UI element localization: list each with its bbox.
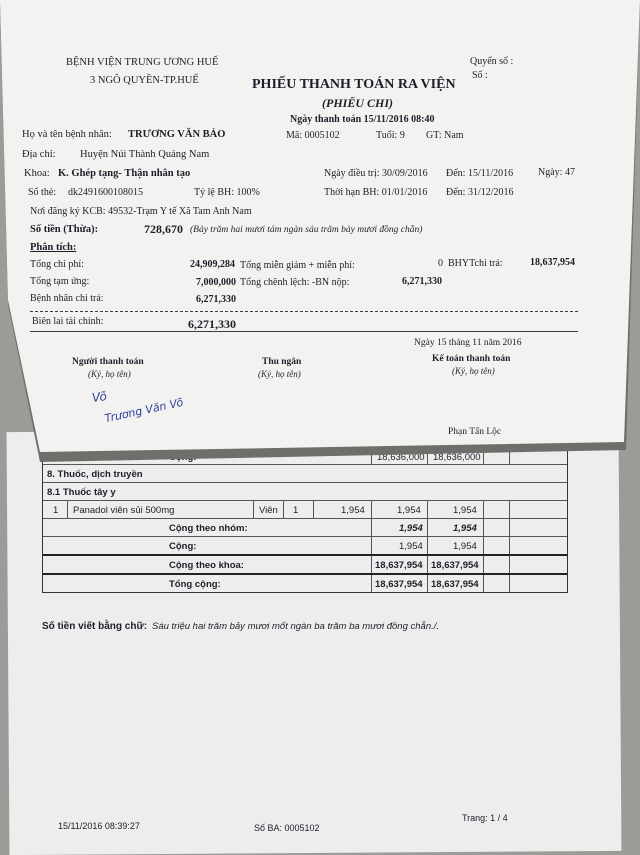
table-row (43, 556, 567, 575)
bhyt-value: 18,637,954 (530, 257, 575, 268)
group-value: 1,954 (453, 523, 477, 534)
discount-value: 0 (438, 258, 443, 269)
sign-date: Ngày 15 tháng 11 năm 2016 (414, 338, 522, 348)
card-label: Số thẻ: (28, 187, 57, 198)
payment-date: Ngày thanh toán 15/11/2016 08:40 (290, 114, 435, 125)
grand-total-value: 18,637,954 (431, 579, 479, 590)
amount-label: Số tiền (Thừa): (30, 224, 99, 235)
section-title: 8. Thuốc, dịch truyền (47, 469, 143, 480)
accountant-note: (Ký, họ tên) (452, 366, 495, 376)
grand-total-label: Tổng cộng: (169, 579, 221, 590)
table-row (43, 537, 567, 556)
table-row (43, 465, 567, 483)
patient-age: Tuổi: 9 (376, 130, 405, 141)
patient-label: Họ và tên bệnh nhân: (22, 129, 112, 140)
row-value: 18,636,000 (433, 452, 481, 463)
advance-value: 7,000,000 (196, 277, 236, 288)
insurance-to: Đến: 31/12/2016 (446, 187, 514, 198)
kcb-registration: Nơi đăng ký KCB: 49532-Trạm Y tế Xã Tam Anh Nam (30, 206, 252, 217)
page-number: Trang: 1 / 4 (462, 813, 508, 823)
item-total: 1,954 (397, 505, 421, 516)
item-qty: 1 (293, 505, 299, 516)
address: Huyện Núi Thành Quảng Nam (80, 149, 210, 160)
total-cost-label: Tổng chi phí: (30, 259, 84, 270)
item-bh: 1,954 (453, 505, 477, 516)
item-no: 1 (53, 505, 59, 516)
item-price: 1,954 (341, 505, 365, 516)
total-cost: 24,909,284 (190, 259, 235, 270)
payer-title: Người thanh toán (72, 357, 144, 367)
cashier-note: (Ký, họ tên) (258, 369, 301, 379)
insurance-period: Thời hạn BH: 01/01/2016 (324, 187, 428, 198)
subsection-title: 8.1 Thuốc tây y (47, 487, 116, 498)
patient-pay-value: 6,271,330 (196, 294, 236, 305)
amount-in-words: (Bảy trăm hai mươi tám ngàn sáu trăm bảy mươi đồng chẵn) (190, 225, 423, 235)
patient-code: Mã: 0005102 (286, 130, 340, 141)
book-number-label: Quyển số : (470, 56, 514, 67)
sum-label: Cộng: (169, 541, 197, 552)
department: K. Ghép tạng- Thận nhân tạo (58, 168, 191, 179)
print-datetime: 15/11/2016 08:39:27 (58, 821, 140, 831)
grand-total-value: 18,637,954 (375, 579, 423, 590)
number-label: Số : (472, 70, 488, 81)
amount-words-label: Số tiền viết bằng chữ: (42, 621, 148, 632)
table-row (43, 501, 567, 519)
department-label: Khoa: (24, 168, 50, 179)
analysis-label: Phân tích: (30, 242, 77, 253)
dept-total-label: Cộng theo khoa: (169, 560, 244, 571)
accountant-name: Phạn Tấn Lộc (448, 427, 502, 437)
dept-total-value: 18,637,954 (375, 560, 423, 571)
invoice-label: Biên lai tài chính: (32, 316, 104, 327)
sum-value: 1,954 (453, 541, 477, 552)
row-value: 18,636,000 (377, 452, 425, 463)
item-name: Panadol viên sủi 500mg (73, 505, 175, 516)
signature-short: Võ (91, 389, 108, 405)
table-row (43, 519, 567, 537)
advance-label: Tổng tạm ứng: (30, 276, 90, 287)
hospital-address: 3 NGÔ QUYỀN-TP.HUẾ (90, 75, 199, 86)
payer-note: (Ký, họ tên) (88, 369, 131, 379)
ba-number: Số BA: 0005102 (254, 823, 320, 833)
divider (30, 331, 578, 332)
item-unit: Viên (259, 505, 278, 516)
accountant-title: Kế toán thanh toán (432, 354, 511, 364)
treatment-days: Ngày: 47 (538, 167, 575, 178)
signature-full: Trương Văn Võ (103, 395, 185, 426)
page-title: PHIẾU THANH TOÁN RA VIỆN (252, 77, 456, 92)
hospital-name: BỆNH VIỆN TRUNG ƯƠNG HUẾ (66, 57, 219, 68)
patient-name: TRƯƠNG VĂN BẢO (128, 129, 226, 140)
patient-pay-label: Bệnh nhân chi trả: (30, 293, 104, 304)
table-row (43, 483, 567, 501)
sum-value: 1,954 (399, 541, 423, 552)
cashier-title: Thu ngân (262, 357, 302, 367)
invoice-value: 6,271,330 (188, 317, 236, 331)
patient-gender: GT: Nam (426, 130, 464, 141)
address-label: Địa chỉ: (22, 149, 56, 160)
difference-value: 6,271,330 (402, 276, 442, 287)
page-subtitle: (PHIẾU CHI) (322, 96, 394, 110)
discount-label: Tổng miễn giảm + miễn phí: (240, 260, 355, 271)
insurance-rate: Tỷ lệ BH: 100% (194, 187, 260, 198)
bhyt-label: BHYTchi trả: (448, 258, 503, 269)
charges-table (42, 450, 568, 593)
amount-value: 728,670 (144, 222, 183, 236)
treatment-date: Ngày điều trị: 30/09/2016 (324, 168, 428, 179)
separator (30, 311, 578, 312)
amount-words: Sáu triệu hai trăm bảy mươi mốt ngàn ba trăm ba mươi đồng chẵn./. (152, 621, 440, 632)
card-number: dk2491600108015 (68, 187, 143, 198)
group-value: 1,954 (399, 523, 423, 534)
treatment-to: Đến: 15/11/2016 (446, 168, 514, 179)
dept-total-value: 18,637,954 (431, 560, 479, 571)
table-row (43, 575, 567, 592)
difference-label: Tổng chênh lệch: -BN nộp: (240, 277, 350, 288)
group-label: Cộng theo nhóm: (169, 523, 248, 534)
